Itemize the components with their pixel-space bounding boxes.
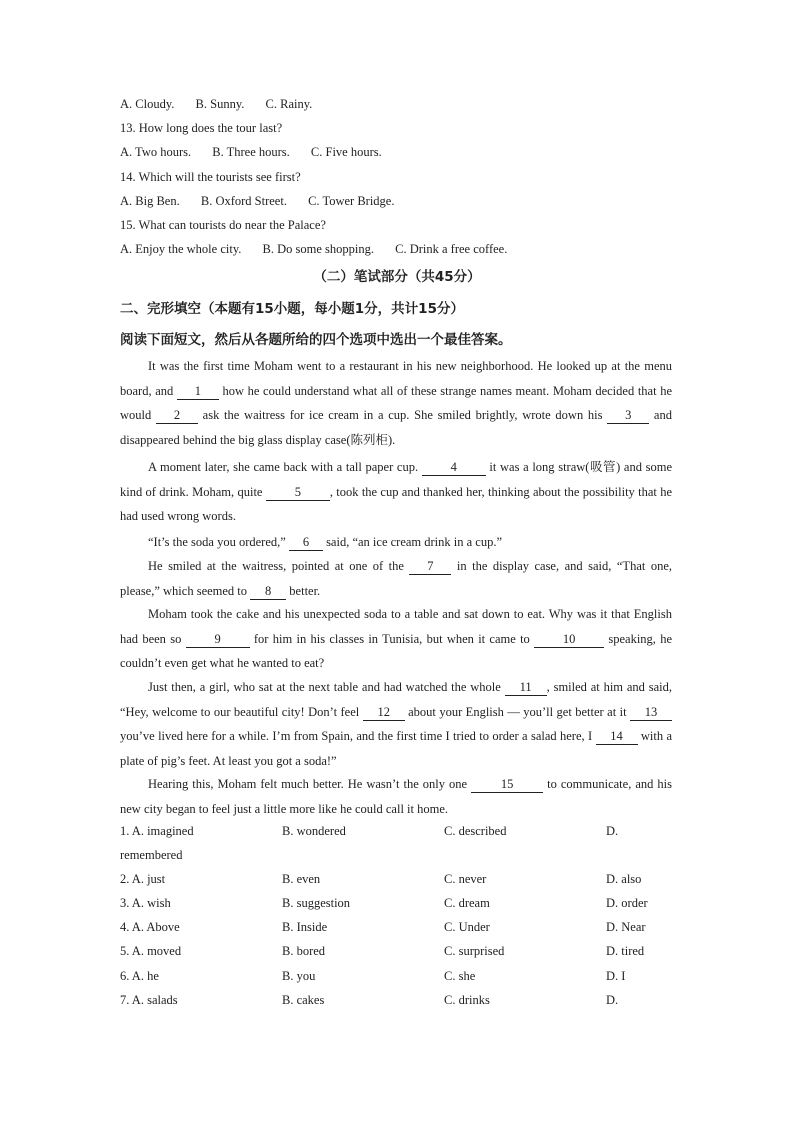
option-cell: 3. A. wish (120, 896, 171, 911)
blank-7: 7 (409, 559, 451, 575)
passage-paragraph-3 (120, 530, 672, 555)
option-cell: 2. A. just (120, 872, 166, 887)
options-row-7 (120, 993, 680, 1017)
blank-3: 3 (607, 408, 649, 424)
passage-paragraph-6 (120, 675, 672, 773)
options-row-4 (120, 920, 680, 944)
blank-14: 14 (596, 729, 638, 745)
passage-text: , smiled at him and said, “Hey, welcome to our beautiful city! Don’t feel (120, 680, 672, 719)
option-cell: C. described (444, 824, 507, 838)
passage-text: It was the first time Moham went to a restaurant in his new neighborhood. He looked up at the menu board, and (120, 359, 672, 398)
option-cell: 1. A. imagined (120, 824, 194, 838)
options-row-1 (120, 824, 680, 848)
option-cell: B. wondered (282, 824, 346, 838)
passage-text: , took the cup and thanked her, thinking about the possibility that he had used wrong words. (120, 484, 672, 523)
passage-paragraph-1 (120, 354, 672, 452)
option-cell: B. suggestion (282, 896, 351, 911)
option-cell: remembered (120, 848, 183, 863)
option-cell: D. Near (606, 920, 646, 935)
passage-text: Moham took the cake and his unexpected soda to a table and sat down to eat. Why was it that English had been so (120, 607, 672, 646)
blank-12: 12 (363, 705, 405, 721)
option-cell: 6. A. he (120, 968, 159, 983)
passage-text: “It’s the soda you ordered,” (148, 535, 289, 549)
options-row-1-wrap (120, 848, 680, 872)
option-cell: B. bored (282, 944, 326, 959)
passage-text: how he could understand what all of these strange names meant. Moham decided that he would (120, 383, 672, 422)
passage-text: Hearing this, Moham felt much better. He wasn’t the only one (148, 777, 472, 791)
passage-text: to communicate, and his new city began to feel just a little more like he could call it home. (120, 777, 672, 816)
passage-text: in the display case, and said, “That one, please,” which seemed to (120, 559, 672, 598)
options-row-6 (120, 969, 680, 993)
blank-8: 8 (250, 584, 286, 600)
passage-text: it was a long straw(吸管) and some kind of drink. Moham, quite (120, 460, 672, 499)
q12-options (120, 96, 330, 112)
option-cell: C. Under (444, 920, 490, 935)
option-cell: 4. A. Above (120, 920, 180, 935)
q15-option-c: C. Drink a free coffee. (395, 242, 508, 256)
q13-option-b: B. Three hours. (212, 145, 290, 159)
option-cell: C. surprised (444, 944, 505, 959)
option-cell: C. never (444, 872, 487, 887)
passage-paragraph-4 (120, 554, 672, 603)
option-cell: D. (606, 992, 619, 1007)
q14-question: 14. Which will the tourists see first? (120, 170, 301, 184)
passage-text: about your English — you’ll get better at it (404, 704, 630, 719)
option-cell: B. you (282, 968, 316, 983)
q13-option-a: A. Two hours. (120, 145, 192, 159)
blank-4: 4 (422, 460, 486, 476)
option-cell: B. Inside (282, 920, 328, 935)
option-cell: D. order (606, 896, 648, 911)
passage-text: said, “an ice cream drink in a cup.” (322, 535, 503, 549)
option-cell: C. she (444, 968, 476, 983)
blank-5: 5 (266, 485, 330, 501)
q12-option-b: B. Sunny. (195, 97, 245, 111)
passage-text: with a plate of pig’s feet. At least you got a soda!” (120, 729, 672, 768)
options-row-5 (120, 944, 680, 968)
blank-9: 9 (186, 632, 250, 648)
passage-paragraph-2 (120, 455, 672, 529)
passage-paragraph-7 (120, 772, 672, 821)
q15-option-b: B. Do some shopping. (262, 242, 374, 256)
option-cell: 5. A. moved (120, 944, 182, 959)
options-row-2 (120, 872, 680, 896)
passage-text: Just then, a girl, who sat at the next table and had watched the whole (148, 680, 505, 694)
section-title: （二）笔试部分（共45分） (313, 269, 481, 285)
option-cell: B. cakes (282, 992, 325, 1007)
option-cell: 7. A. salads (120, 992, 178, 1007)
options-table (120, 824, 680, 1017)
blank-6: 6 (289, 535, 323, 551)
q15-options (120, 241, 525, 257)
passage-text: He smiled at the waitress, pointed at one of the (148, 559, 410, 573)
blank-11: 11 (505, 680, 547, 696)
blank-15: 15 (471, 777, 543, 793)
option-cell: C. dream (444, 896, 490, 911)
option-cell: B. even (282, 872, 321, 887)
passage-text: speaking, he couldn’t even get what he wanted to eat? (120, 631, 672, 670)
blank-2: 2 (156, 408, 198, 424)
passage-text: and disappeared behind the big glass display case(陈列柜). (120, 408, 672, 447)
part2-heading: 二、完形填空（本题有15小题，每小题1分，共计15分） (120, 301, 464, 317)
q15-question: 15. What can tourists do near the Palace? (120, 218, 326, 232)
option-cell: D. also (606, 872, 642, 887)
passage-text: better. (286, 583, 321, 598)
q12-option-a: A. Cloudy. (120, 97, 175, 111)
q14-option-c: C. Tower Bridge. (308, 194, 395, 208)
q13-question: 13. How long does the tour last? (120, 121, 283, 135)
option-cell: D. (606, 824, 619, 838)
q13-options (120, 144, 400, 160)
blank-10: 10 (534, 632, 604, 648)
instruction: 阅读下面短文，然后从各题所给的四个选项中选出一个最佳答案。 (120, 332, 512, 348)
option-cell: D. I (606, 968, 626, 983)
q14-options (120, 193, 412, 209)
q14-option-b: B. Oxford Street. (200, 194, 287, 208)
option-cell: C. drinks (444, 992, 490, 1007)
passage-text: A moment later, she came back with a tall paper cup. (148, 460, 422, 474)
q15-option-a: A. Enjoy the whole city. (120, 242, 242, 256)
passage-text: you’ve lived here for a while. I’m from Spain, and the first time I tried to order a salad here, I (120, 729, 596, 743)
options-row-3 (120, 896, 680, 920)
option-cell: D. tired (606, 944, 645, 959)
passage-text: for him in his classes in Tunisia, but when it came to (249, 631, 535, 646)
q12-option-c: C. Rainy. (265, 97, 313, 111)
passage-paragraph-5 (120, 602, 672, 676)
q13-option-c: C. Five hours. (310, 145, 382, 159)
blank-13: 13 (630, 705, 672, 721)
passage-text: ask the waitress for ice cream in a cup. She smiled brightly, wrote down his (197, 408, 608, 422)
blank-1: 1 (177, 384, 219, 400)
q14-option-a: A. Big Ben. (120, 194, 180, 208)
